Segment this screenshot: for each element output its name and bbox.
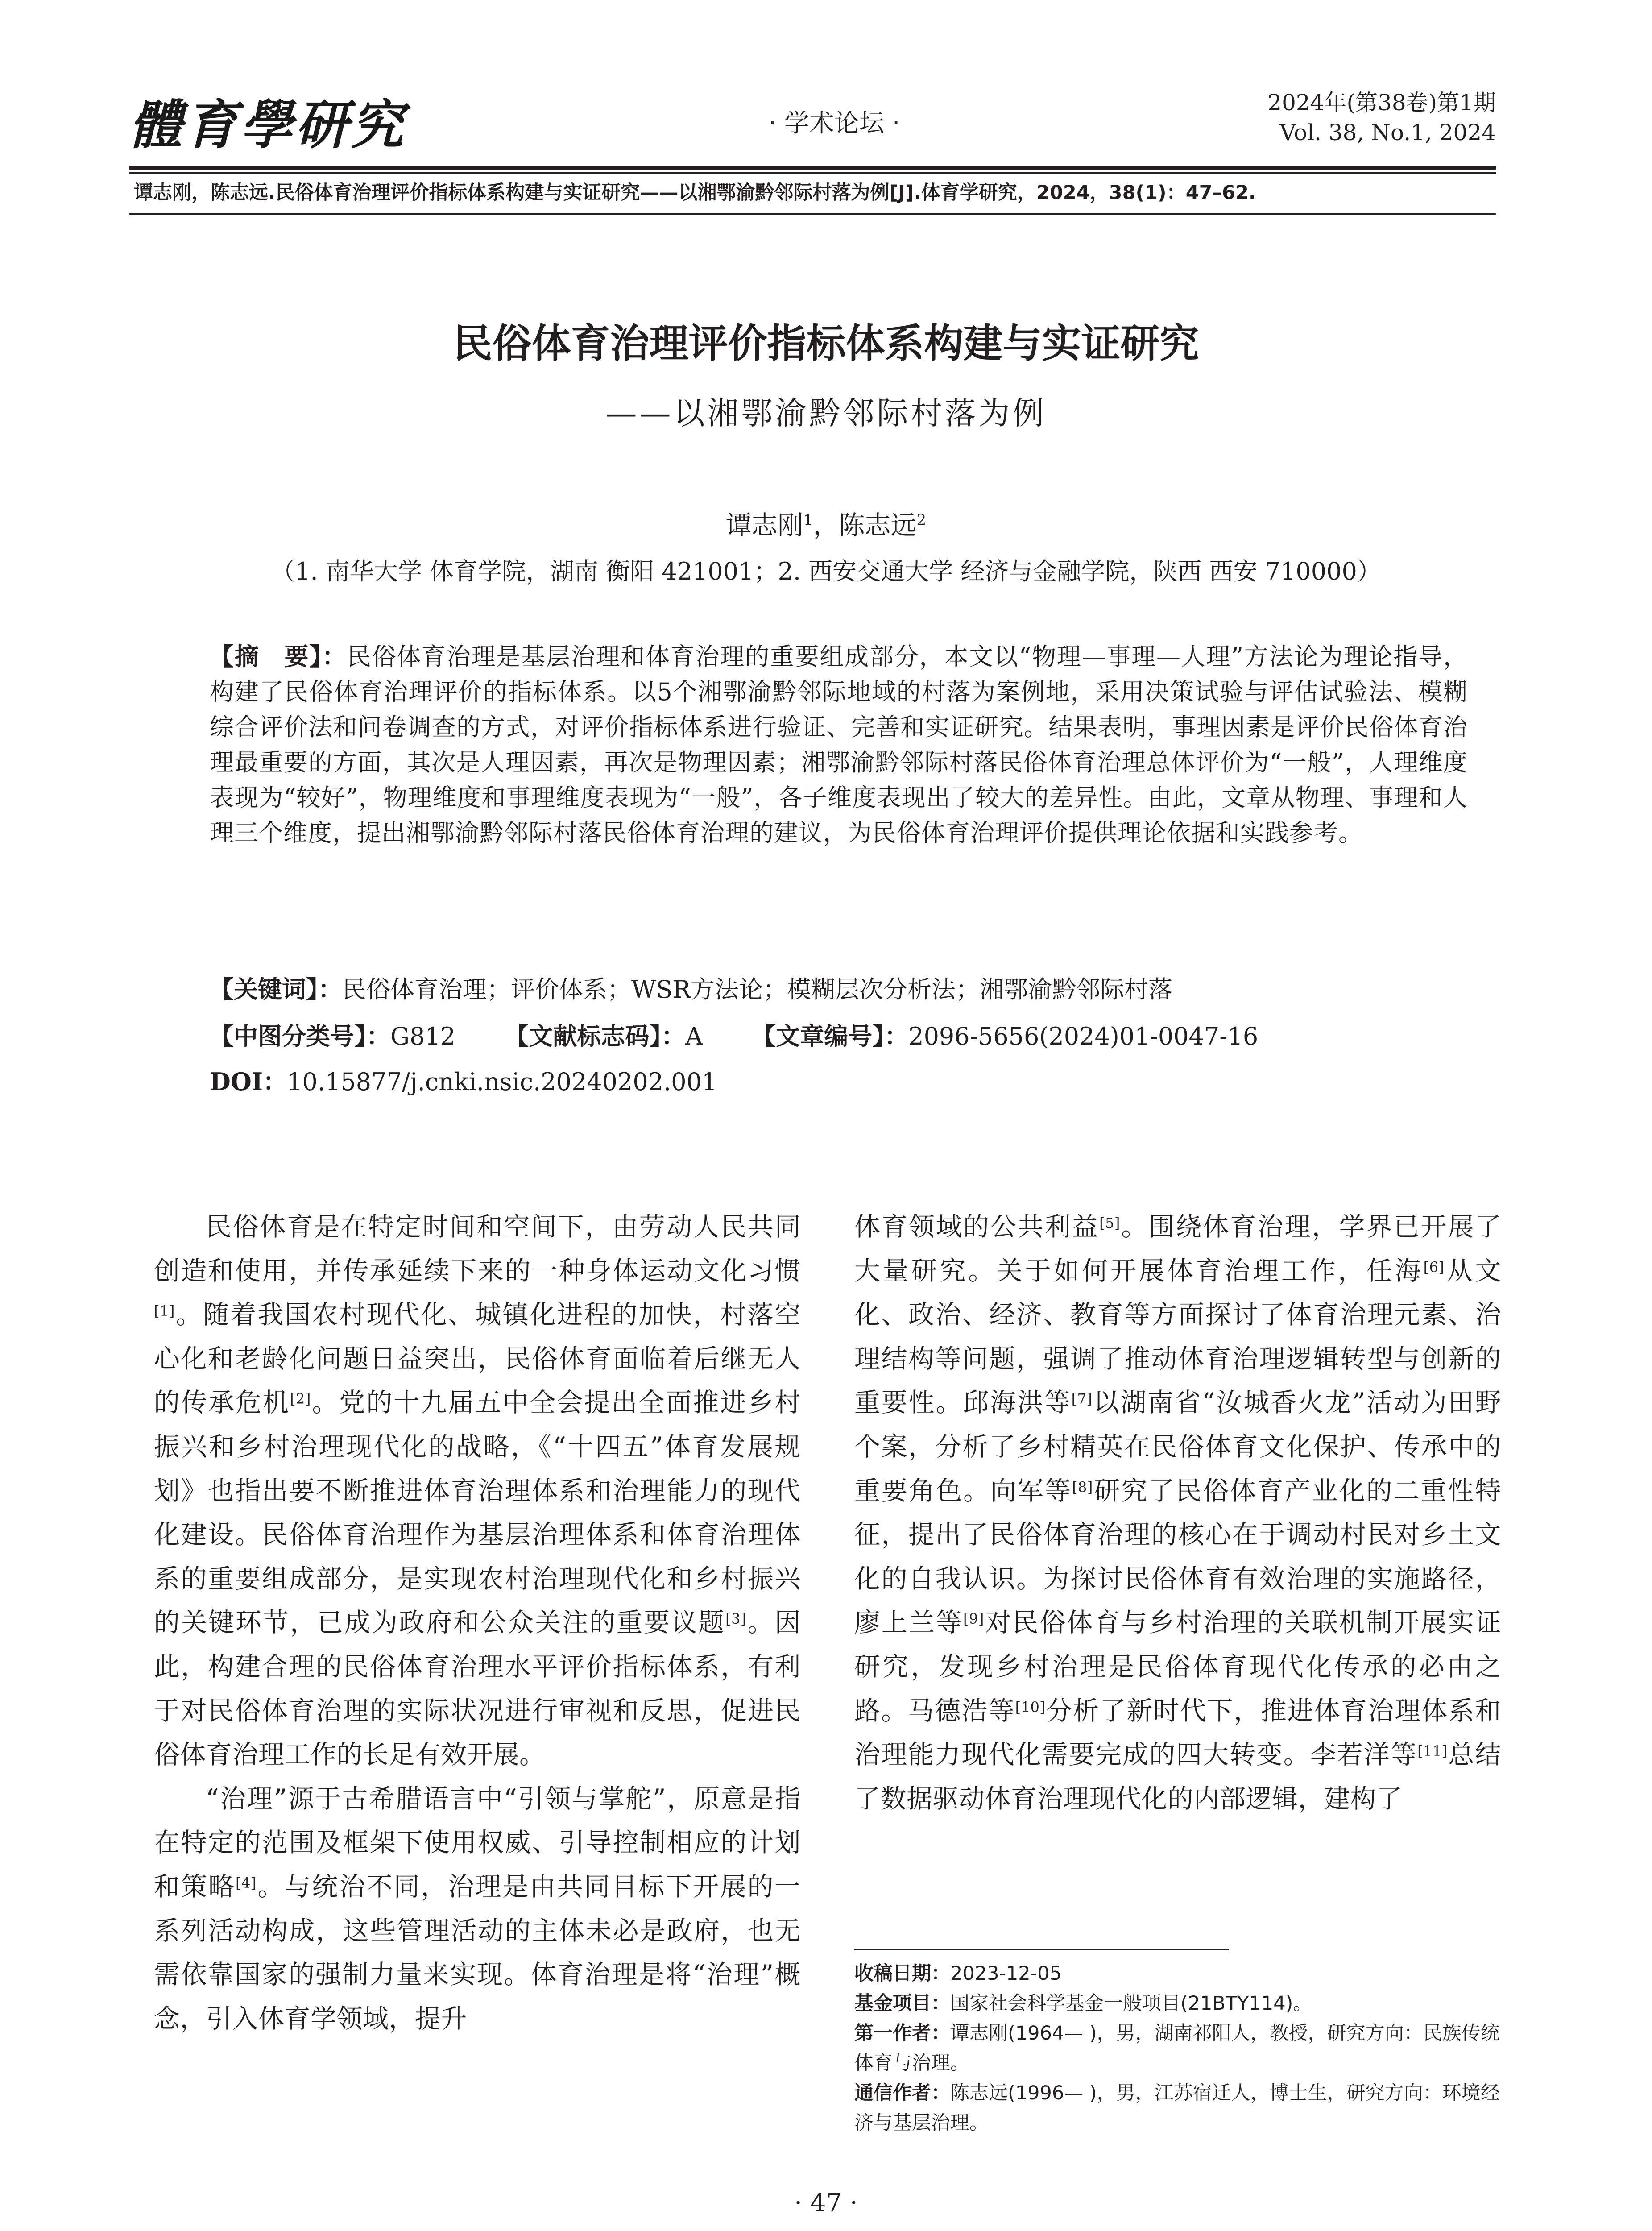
classification-line [210,1017,1258,1052]
citation-ref[interactable]: [2] [290,1390,311,1408]
citation-ref[interactable]: [4] [236,1874,257,1891]
article-subtitle: ——以湘鄂渝黔邻际村落为例 [605,395,1047,431]
author-2-affil: 2 [916,511,927,529]
issue-info-cn: 2024年(第38卷)第1期 [1267,90,1496,116]
doc-code-value: A [685,1022,703,1050]
citation-ref[interactable]: [5] [1099,1215,1120,1232]
citation-ref[interactable]: [7] [1071,1390,1093,1408]
author-2: 陈志远 [839,510,917,540]
citation-ref[interactable]: [3] [725,1610,746,1628]
keywords-label: 【关键词】： [210,975,342,1004]
author-separator: ， [813,510,839,540]
citation-ref[interactable]: [6] [1423,1258,1445,1276]
body-column-right [854,1205,1501,1820]
footnote-fund: 基金项目：国家社会科学基金一般项目(21BTY114)。 [854,1992,1312,2015]
body-column-left [154,1205,801,2040]
abstract [210,639,1468,850]
article-title: 民俗体育治理评价指标体系构建与实证研究 [453,320,1199,366]
abstract-label: 【摘 要】： [210,643,347,671]
section-label: · 学术论坛 · [768,109,900,138]
doi-label: DOI： [210,1067,287,1096]
citation-ref[interactable]: [10] [1015,1698,1046,1716]
issue-info-en: Vol. 38, No.1, 2024 [1279,120,1496,145]
keywords [210,970,1172,1005]
author-1-affil: 1 [803,511,813,529]
footnote-received: 收稿日期：2023-12-05 [854,1962,1062,1985]
body-paragraph: 民俗体育是在特定时间和空间下，由劳动人民共同创造和使用，并传承延续下来的一种身体运动文化习惯[1]。随着我国农村现代化、城镇化进程的加快，村落空心化和老龄化问题日益突出，民俗体育面临着后继无人的传承危机[2]。党的十九届五中全会提出全面推进乡村振兴和乡村治理现代化的战略，《“十四五”体育发展规划》也指出要不断推进体育治理体系和治理能力的现代化建设。民俗体育治理作为基层治理体系和体育治理体系的重要组成部分，是实现农村治理现代化和乡村振兴的关键环节，已成为政府和公众关注的重要议题[3]。因此，构建合理的民俗体育治理水平评价指标体系，有利于对民俗体育治理的实际状况进行审视和反思，促进民俗体育治理工作的长足有效开展。 [154,1211,801,1770]
footnote-corresponding-author: 通信作者：陈志远(1996— )，男，江苏宿迁人，博士生，研究方向：环境经济与基层治理。 [854,2082,1500,2134]
doi-line [210,1063,717,1097]
citation-ref[interactable]: [11] [1417,1742,1448,1760]
body-paragraph: “治理”源于古希腊语言中“引领与掌舵”，原意是指在特定的范围及框架下使用权威、引导控制相应的计划和策略[4]。与统治不同，治理是由共同目标下开展的一系列活动构成，这些管理活动的主体未必是政府，也无需依靠国家的强制力量来实现。体育治理是将“治理”概念，引入体育学领域，提升 [154,1783,801,2034]
citation-rule [129,213,1496,215]
header-rule-thin [129,172,1496,174]
citation-ref[interactable]: [8] [1072,1478,1093,1496]
footnote-first-author: 第一作者：谭志刚(1964— )，男，湖南祁阳人，教授，研究方向：民族传统体育与治理。 [854,2022,1500,2074]
affiliation: （1. 南华大学 体育学院，湖南 衡阳 421001；2. 西安交通大学 经济与金融学院，陕西 西安 710000） [271,557,1381,585]
doc-code-label: 【文献标志码】： [505,1022,686,1050]
article-no-value: 2096-5656(2024)01-0047-16 [908,1022,1259,1050]
author-1: 谭志刚 [725,510,803,540]
citation-ref[interactable]: [9] [963,1610,984,1628]
doi-value[interactable]: 10.15877/j.cnki.nsic.20240202.001 [287,1068,717,1096]
citation-ref[interactable]: [1] [154,1302,175,1320]
clc-value: G812 [390,1022,456,1050]
footnote-rule [854,1949,1229,1950]
abstract-text: 民俗体育治理是基层治理和体育治理的重要组成部分，本文以“物理—事理—人理”方法论为理论指导，构建了民俗体育治理评价的指标体系。以5个湘鄂渝黔邻际地域的村落为案例地，采用决策试验与评估试验法、模糊综合评价法和问卷调查的方式，对评价指标体系进行验证、完善和实证研究。结果表明，事理因素是评价民俗体育治理最重要的方面，其次是人理因素，再次是物理因素；湘鄂渝黔邻际村落民俗体育治理总体评价为“一般”，人理维度表现为“较好”，物理维度和事理维度表现为“一般”，各子维度表现出了较大的差异性。由此，文章从物理、事理和人理三个维度，提出湘鄂渝黔邻际村落民俗体育治理的建议，为民俗体育治理评价提供理论依据和实践参考。 [210,643,1468,847]
page-number: · 47 · [794,2189,858,2218]
author-line [0,504,1652,542]
header-rule [129,166,1496,170]
clc-label: 【中图分类号】： [210,1022,390,1050]
body-paragraph: 体育领域的公共利益[5]。围绕体育治理，学界已开展了大量研究。关于如何开展体育治理工作，任海[6]从文化、政治、经济、教育等方面探讨了体育治理元素、治理结构等问题，强调了推动体育治理逻辑转型与创新的重要性。邱海洪等[7]以湖南省“汝城香火龙”活动为田野个案，分析了乡村精英在民俗体育文化保护、传承中的重要角色。向军等[8]研究了民俗体育产业化的二重性特征，提出了民俗体育治理的核心在于调动村民对乡土文化的自我认识。为探讨民俗体育有效治理的实施路径，廖上兰等[9]对民俗体育与乡村治理的关联机制开展实证研究，发现乡村治理是民俗体育现代化传承的必由之路。马德浩等[10]分析了新时代下，推进体育治理体系和治理能力现代化需要完成的四大转变。李若洋等[11]总结了数据驱动体育治理现代化的内部逻辑，建构了 [854,1211,1501,1814]
keywords-text: 民俗体育治理；评价体系；WSR方法论；模糊层次分析法；湘鄂渝黔邻际村落 [342,975,1173,1004]
journal-logo: 體育學研究 [129,94,406,156]
footnotes [854,1959,1501,2138]
citation-line: 谭志刚，陈志远.民俗体育治理评价指标体系构建与实证研究——以湘鄂渝黔邻际村落为例[J].体育学研究，2024，38(1)：47–62. [134,182,1256,204]
article-no-label: 【文章编号】： [752,1022,909,1050]
